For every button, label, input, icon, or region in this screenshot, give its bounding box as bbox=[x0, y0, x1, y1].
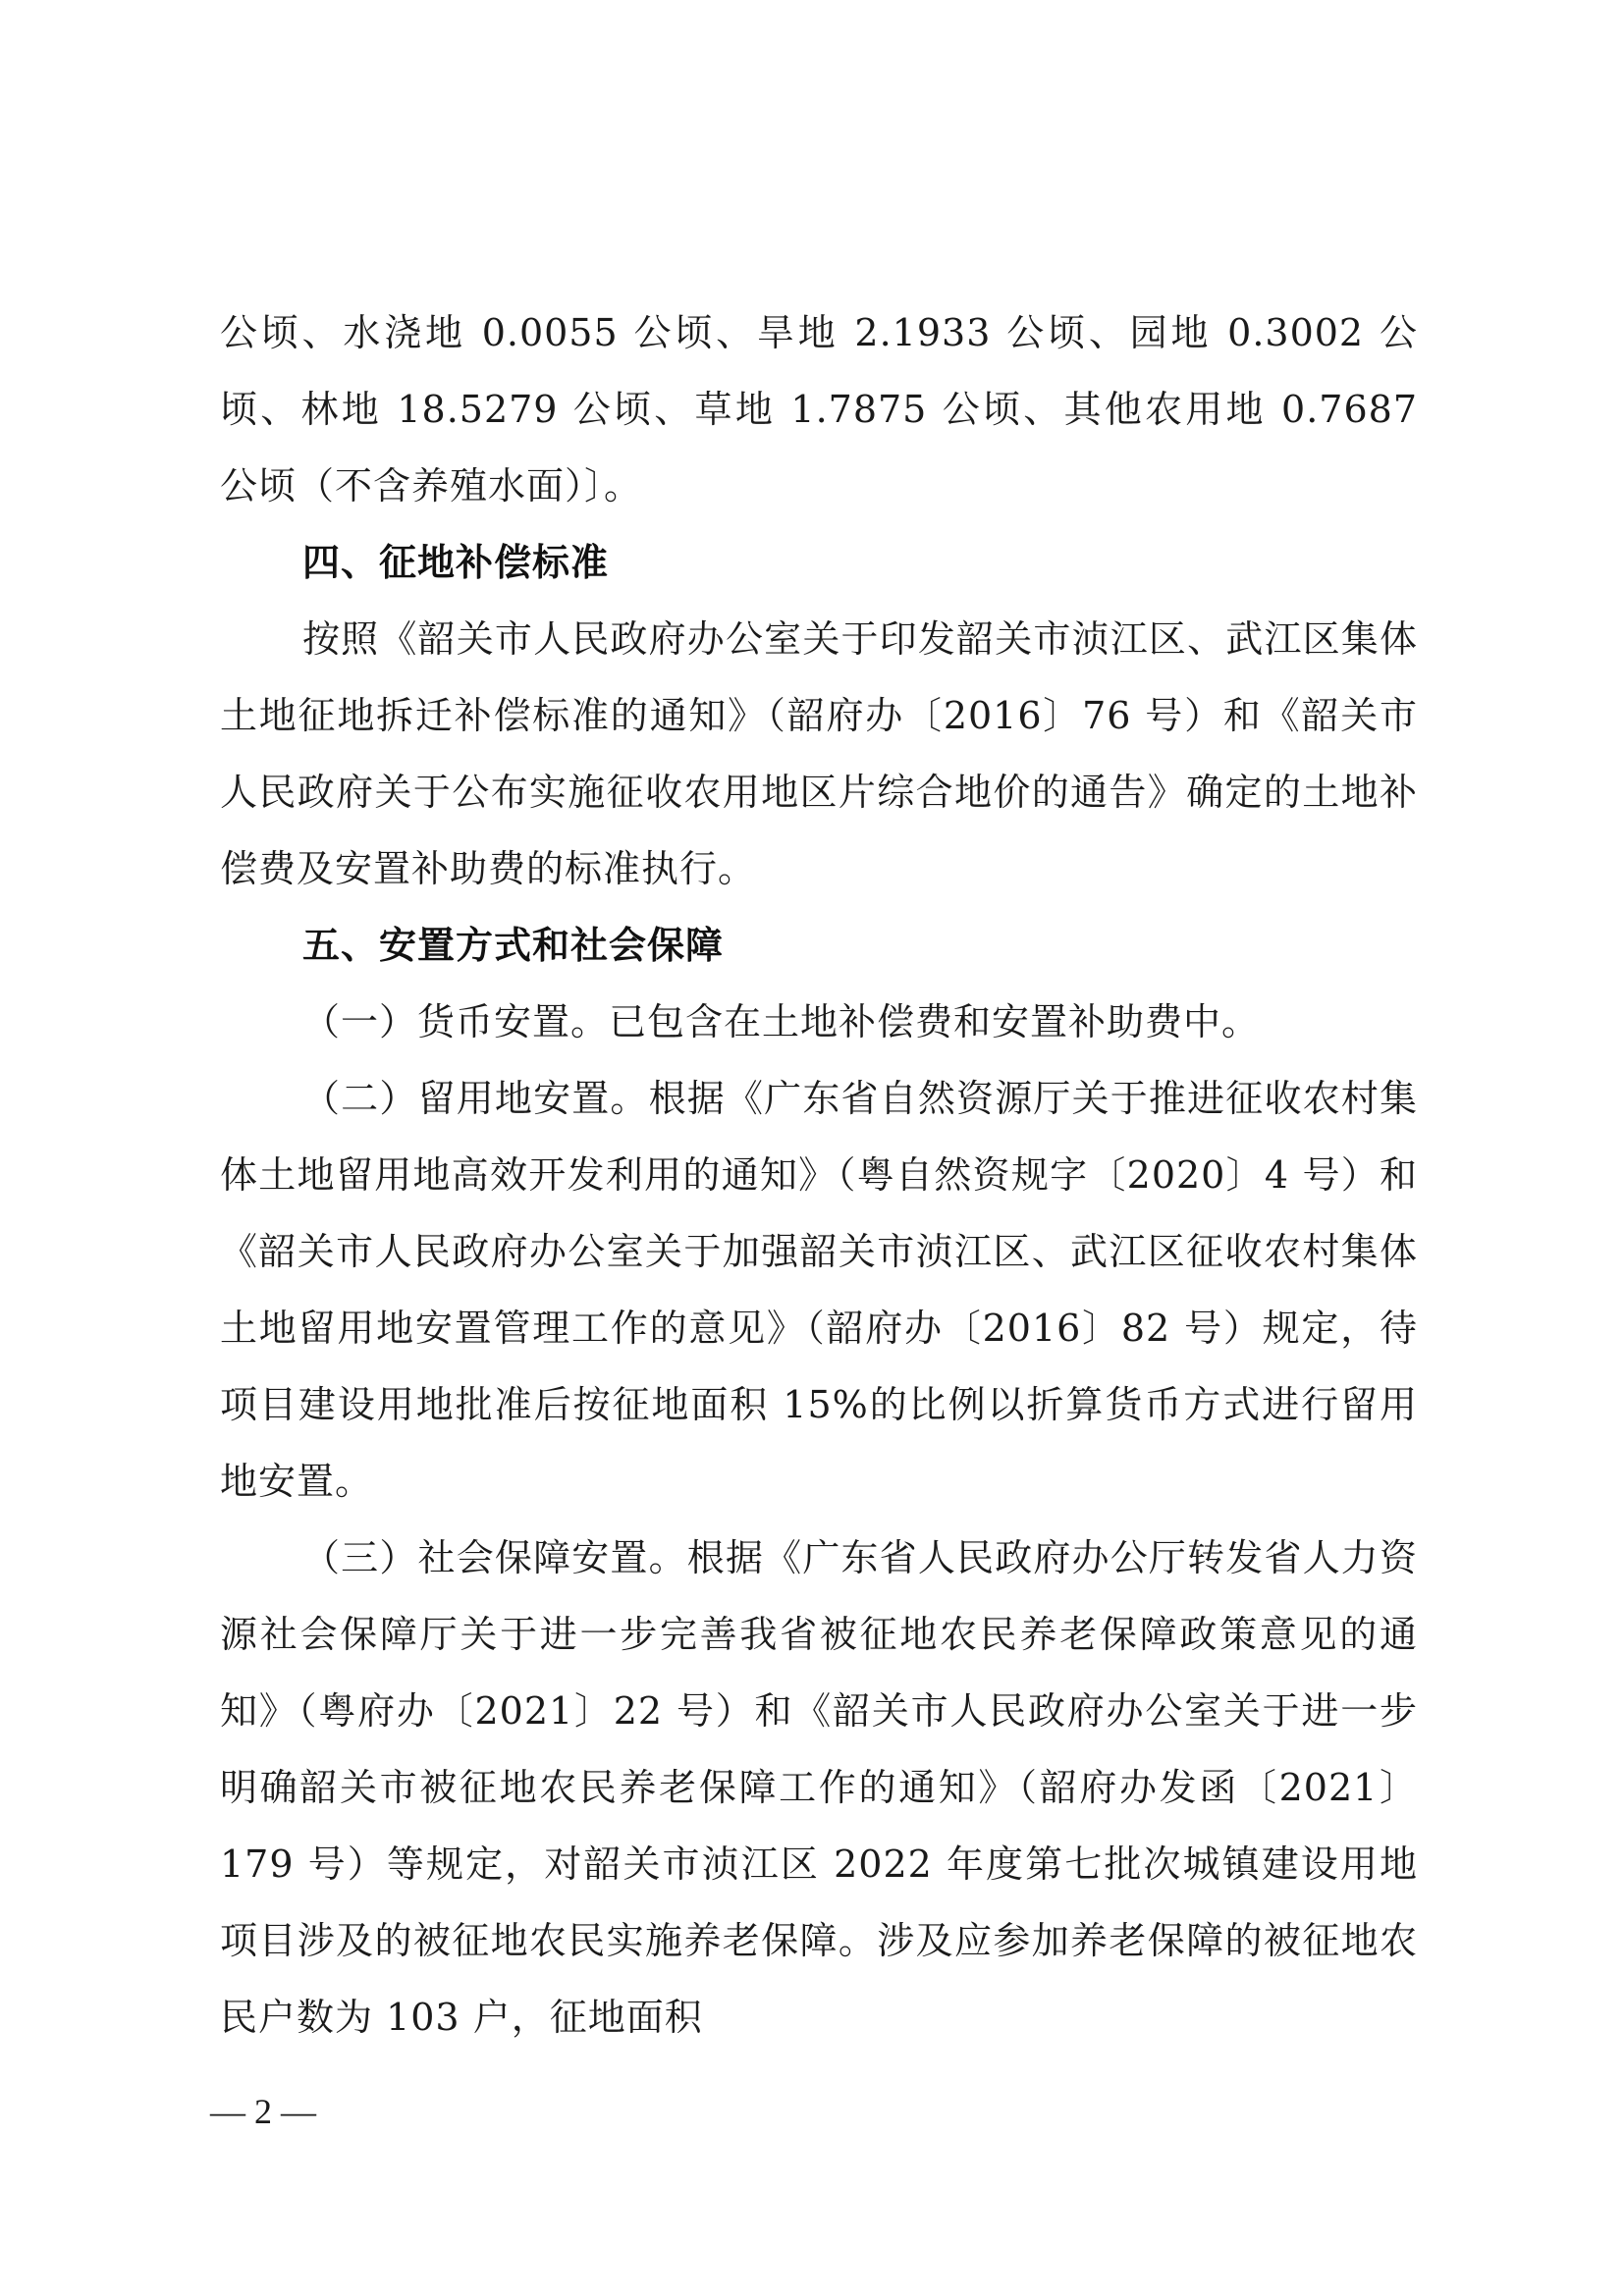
section-heading-resettlement: 五、安置方式和社会保障 bbox=[302, 924, 725, 967]
section-heading-compensation-standard: 四、征地补偿标准 bbox=[302, 541, 610, 584]
paragraph-social-security-resettlement: （三）社会保障安置。根据《广东省人民政府办公厅转发省人力资源社会保障厅关于进一步完善我省被征地农民养老保障政策意见的通知》（粤府办〔2021〕22 号）和《韶关市人民政府办公室关于进一步明确韶关市被征地农民养老保障工作的通知》（韶府办发函〔2021〕179 号）等规定，对韶关市浈江区 2022 年度第七批次城镇建设用地项目涉及的被征地农民实施养老保障。涉及应参加养老保障的被征地农民户数为 103 户，征地面积 bbox=[220, 1536, 1418, 2039]
paragraph-reserved-land-resettlement: （二）留用地安置。根据《广东省自然资源厅关于推进征收农村集体土地留用地高效开发利用的通知》（粤自然资规字〔2020〕4 号）和《韶关市人民政府办公室关于加强韶关市浈江区、武江区征收农村集体土地留用地安置管理工作的意见》（韶府办〔2016〕82 号）规定，待项目建设用地批准后按征地面积 15%的比例以折算货币方式进行留用地安置。 bbox=[220, 1077, 1418, 1503]
paragraph-land-areas: 公顷、水浇地 0.0055 公顷、旱地 2.1933 公顷、园地 0.3002 公顷、林地 18.5279 公顷、草地 1.7875 公顷、其他农用地 0.7687 公顷（不含养殖水面）〕。 bbox=[220, 311, 1418, 507]
document-body bbox=[220, 294, 1418, 2056]
paragraph-monetary-resettlement: （一）货币安置。已包含在土地补偿费和安置补助费中。 bbox=[302, 1000, 1261, 1043]
page-number: — 2 — bbox=[210, 2092, 316, 2131]
paragraph-compensation-standard: 按照《韶关市人民政府办公室关于印发韶关市浈江区、武江区集体土地征地拆迁补偿标准的通知》（韶府办〔2016〕76 号）和《韶关市人民政府关于公布实施征收农用地区片综合地价的通告》确定的土地补偿费及安置补助费的标准执行。 bbox=[220, 617, 1418, 890]
